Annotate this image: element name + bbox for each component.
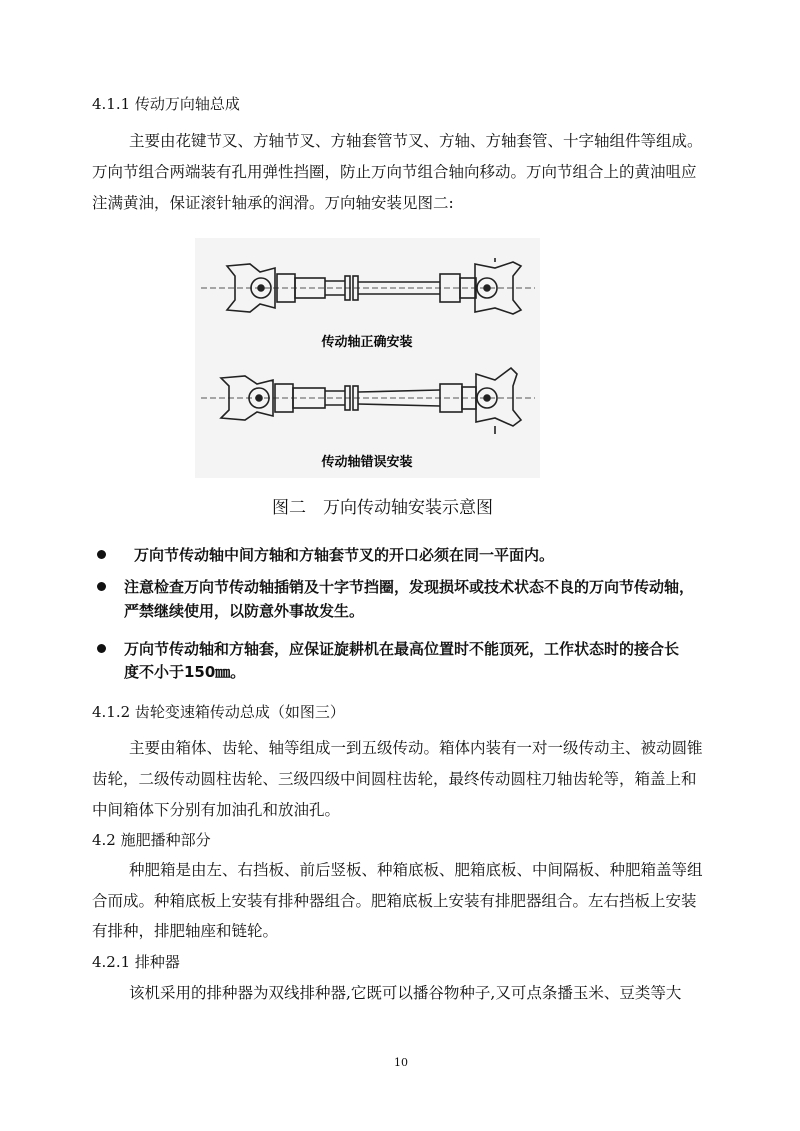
wrong-installation-label: 传动轴错误安装 (321, 455, 413, 470)
paragraph-line: 合而成。种箱底板上安装有排种器组合。肥箱底板上安装有排肥器组合。左右挡板上安装 (92, 892, 697, 910)
paragraph-line: 主要由箱体、齿轮、轴等组成一到五级传动。箱体内装有一对一级传动主、被动圆锥 (129, 739, 703, 757)
paragraph-line: 中间箱体下分别有加油孔和放油孔。 (92, 801, 341, 819)
paragraph-line: 万向节组合两端装有孔用弹性挡圈，防止万向节组合轴向移动。万向节组合上的黄油咀应 (92, 163, 697, 181)
bullet-line: 度不小于150㎜。 (124, 663, 246, 681)
section-heading-4-1-2: 4.1.2 齿轮变速箱传动总成（如图三） (92, 703, 345, 721)
paragraph-line: 该机采用的排种器为双线排种器,它既可以播谷物种子,又可点条播玉米、豆类等大 (129, 984, 682, 1002)
paragraph-line: 注满黄油，保证滚针轴承的润滑。万向轴安装见图二: (92, 194, 454, 212)
section-heading-4-2-1: 4.2.1 排种器 (92, 953, 180, 971)
page-number: 10 (394, 1056, 408, 1069)
section-heading-4-2: 4.2 施肥播种部分 (92, 831, 211, 849)
section-heading-4-1-1: 4.1.1 传动万向轴总成 (92, 95, 240, 113)
paragraph-line: 齿轮，二级传动圆柱齿轮、三级四级中间圆柱齿轮，最终传动圆柱刀轴齿轮等，箱盖上和 (92, 770, 697, 788)
bullet-icon (97, 582, 106, 591)
shaft-installation-diagram (195, 238, 540, 478)
bullet-icon (97, 550, 106, 559)
correct-installation-label: 传动轴正确安装 (321, 335, 413, 350)
bullet-line: 万向节传动轴和方轴套，应保证旋耕机在最高位置时不能顶死，工作状态时的接合长 (124, 640, 680, 658)
bullet-icon (97, 644, 106, 653)
bullet-line: 万向节传动轴中间方轴和方轴套节叉的开口必须在同一平面内。 (134, 546, 555, 564)
paragraph-line: 种肥箱是由左、右挡板、前后竖板、种箱底板、肥箱底板、中间隔板、种肥箱盖等组 (129, 861, 703, 879)
paragraph-line: 有排种，排肥轴座和链轮。 (92, 922, 279, 940)
paragraph-line: 主要由花键节叉、方轴节叉、方轴套管节叉、方轴、方轴套管、十字轴组件等组成。 (129, 132, 703, 150)
bullet-line: 严禁继续使用，以防意外事故发生。 (124, 602, 365, 620)
bullet-line: 注意检查万向节传动轴插销及十字节挡圈，发现损坏或技术状态不良的万向节传动轴， (124, 578, 695, 596)
figure-caption: 图二 万向传动轴安装示意图 (272, 498, 493, 518)
